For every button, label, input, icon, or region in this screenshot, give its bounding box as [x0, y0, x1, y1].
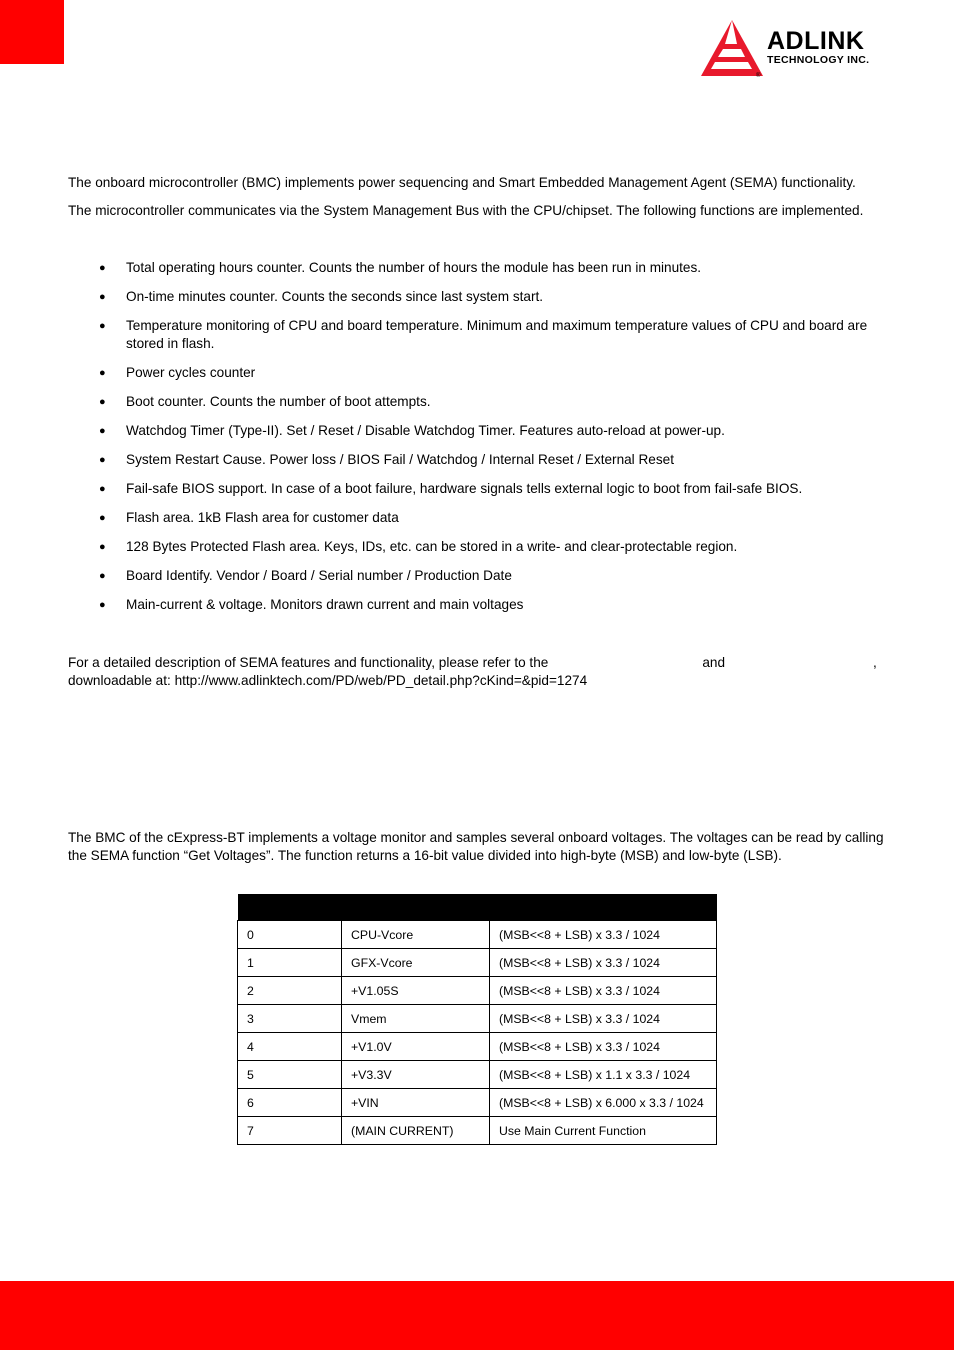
list-item: ● On-time minutes counter. Counts the seconds since last system start. [99, 289, 544, 304]
header-corner-tab [0, 0, 64, 64]
voltage-name-cell: +VIN [342, 1089, 490, 1117]
voltage-formula-cell: (MSB<<8 + LSB) x 3.3 / 1024 [490, 977, 717, 1005]
voltage-formula-cell: (MSB<<8 + LSB) x 3.3 / 1024 [490, 921, 717, 949]
intro-paragraph-1: The onboard microcontroller (BMC) implements power sequencing and Smart Embedded Management Agent (SEMA) functionality. [68, 175, 856, 190]
bullet-icon: ● [99, 599, 106, 611]
voltage-index-cell: 3 [238, 1005, 342, 1033]
list-item: ● Board Identify. Vendor / Board / Serial number / Production Date [99, 568, 512, 583]
list-item: ● Fail-safe BIOS support. In case of a boot failure, hardware signals tells external logic to boot from fail-safe BIOS. [99, 481, 803, 496]
list-item: ● Watchdog Timer (Type-II). Set / Reset / Disable Watchdog Timer. Features auto-reload at power-up. [99, 423, 725, 438]
voltage-index-cell: 2 [238, 977, 342, 1005]
voltage-index-cell: 4 [238, 1033, 342, 1061]
adlink-logo [697, 20, 907, 82]
list-item: ● 128 Bytes Protected Flash area. Keys, IDs, etc. can be stored in a write- and clear-protectable region. [99, 539, 738, 554]
table-row [238, 921, 717, 949]
table-row [238, 1061, 717, 1089]
logo-wordmark: ADLINK [767, 27, 865, 55]
voltage-index-cell: 1 [238, 949, 342, 977]
voltage-formula-cell: (MSB<<8 + LSB) x 1.1 x 3.3 / 1024 [490, 1061, 717, 1089]
logo-tagline: TECHNOLOGY INC. [767, 54, 870, 66]
list-item: ● Total operating hours counter. Counts the number of hours the module has been run in minutes. [99, 260, 702, 275]
footer-bar [0, 1281, 954, 1350]
logo-registered-mark: ® [756, 73, 761, 79]
bullet-icon: ● [99, 483, 106, 495]
bullet-icon: ● [99, 367, 106, 379]
voltage-monitor-paragraph: The BMC of the cExpress-BT implements a voltage monitor and samples several onboard voltages. The voltages can be read by calling the SEMA function “Get Voltages”. The function returns a 16-bit value divided into high-byte (MSB) and low-byte (LSB). [68, 830, 884, 863]
bullet-icon: ● [99, 570, 106, 582]
bullet-icon: ● [99, 262, 106, 274]
sema-reference-paragraph [68, 654, 898, 690]
table-header-row [238, 894, 717, 921]
bullet-icon: ● [99, 396, 106, 408]
bullet-icon: ● [99, 454, 106, 466]
voltage-name-cell: (MAIN CURRENT) [342, 1117, 490, 1145]
voltage-formula-cell: (MSB<<8 + LSB) x 6.000 x 3.3 / 1024 [490, 1089, 717, 1117]
voltage-name-cell: GFX-Vcore [342, 949, 490, 977]
list-item: ● Flash area. 1kB Flash area for customer data [99, 510, 399, 525]
reference-and: and [702, 655, 726, 670]
voltage-name-cell: +V3.3V [342, 1061, 490, 1089]
list-item: ● Temperature monitoring of CPU and board temperature. Minimum and maximum temperature values of CPU and board are stored in flash. [99, 318, 868, 351]
voltage-index-cell: 5 [238, 1061, 342, 1089]
bullet-icon: ● [99, 320, 106, 332]
voltage-index-cell: 6 [238, 1089, 342, 1117]
table-row [238, 1033, 717, 1061]
voltage-name-cell: +V1.0V [342, 1033, 490, 1061]
voltage-index-cell: 0 [238, 921, 342, 949]
table-header-cell [238, 894, 717, 921]
bullet-icon: ● [99, 291, 106, 303]
reference-comma: , [873, 655, 877, 670]
list-item: ● Main-current & voltage. Monitors drawn current and main voltages [99, 597, 524, 612]
list-item: ● Boot counter. Counts the number of boot attempts. [99, 394, 431, 409]
voltage-name-cell: Vmem [342, 1005, 490, 1033]
table-row [238, 1117, 717, 1145]
voltage-name-cell: +V1.05S [342, 977, 490, 1005]
list-item: ● System Restart Cause. Power loss / BIOS Fail / Watchdog / Internal Reset / External Reset [99, 452, 674, 467]
table-row [238, 949, 717, 977]
list-item: ● Power cycles counter [99, 365, 256, 380]
voltage-formula-cell: (MSB<<8 + LSB) x 3.3 / 1024 [490, 1033, 717, 1061]
feature-list [68, 259, 898, 625]
table-row [238, 1005, 717, 1033]
reference-download-link[interactable]: downloadable at: http://www.adlinktech.com/PD/web/PD_detail.php?cKind=&pid=1274 [68, 673, 588, 688]
voltage-formula-cell: (MSB<<8 + LSB) x 3.3 / 1024 [490, 949, 717, 977]
bullet-icon: ● [99, 541, 106, 553]
intro-paragraph-2: The microcontroller communicates via the System Management Bus with the CPU/chipset. The following functions are implemented. [68, 203, 864, 218]
voltage-formula-cell: Use Main Current Function [490, 1117, 717, 1145]
bullet-icon: ● [99, 512, 106, 524]
reference-prefix: For a detailed description of SEMA features and functionality, please refer to the [68, 655, 549, 670]
voltage-index-cell: 7 [238, 1117, 342, 1145]
voltage-table [237, 894, 717, 1145]
voltage-name-cell: CPU-Vcore [342, 921, 490, 949]
table-row [238, 977, 717, 1005]
voltage-formula-cell: (MSB<<8 + LSB) x 3.3 / 1024 [490, 1005, 717, 1033]
adlink-triangle-icon [697, 20, 763, 82]
table-row [238, 1089, 717, 1117]
bullet-icon: ● [99, 425, 106, 437]
